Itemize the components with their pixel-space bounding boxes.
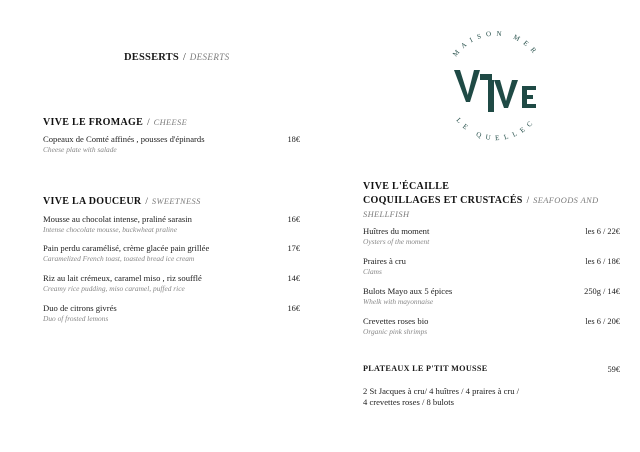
plateau-price: 59€	[607, 365, 620, 374]
menu-item-price: 16€	[287, 215, 300, 224]
menu-item	[363, 286, 563, 306]
svg-text:MAISON MER	[451, 29, 541, 58]
menu-item-price: 14€	[287, 274, 300, 283]
menu-item	[363, 256, 563, 276]
logo-wordmark-vive	[454, 70, 536, 112]
sweetness-title: VIVE LA DOUCEUR	[43, 196, 142, 207]
menu-item-price: 250g / 14€	[584, 287, 620, 296]
plateau-line-1: 2 St Jacques à cru/ 4 huîtres / 4 praires à cru /	[363, 386, 520, 396]
plateau-description	[363, 386, 583, 407]
menu-item	[363, 226, 563, 246]
ecaille-title-line2: COQUILLAGES ET CRUSTACÉS	[363, 195, 523, 206]
cheese-separator: /	[147, 117, 150, 127]
ecaille-title: VIVE L'ÉCAILLE	[363, 181, 450, 192]
menu-item-price: les 6 / 18€	[585, 257, 620, 266]
sweetness-subtitle: SWEETNESS	[151, 197, 201, 206]
restaurant-logo	[436, 22, 556, 142]
sweetness-section-header	[43, 191, 201, 209]
menu-item-description: Whelk with mayonnaise	[363, 297, 434, 306]
menu-item-name: Mousse au chocolat intense, praliné sarasin	[43, 214, 192, 224]
ecaille-separator: /	[526, 195, 530, 205]
menu-item-price: 16€	[287, 304, 300, 313]
cheese-section-header	[43, 112, 187, 130]
page-title	[124, 47, 230, 65]
menu-item-name: Pain perdu caramélisé, crème glacée pain grillée	[43, 243, 210, 253]
menu-item-price: les 6 / 22€	[585, 227, 620, 236]
logo-arc-bottom: LE QUELLEC	[454, 116, 538, 142]
menu-item-description: Cheese plate with salade	[43, 145, 117, 154]
logo-arc-top: MAISON MER	[451, 29, 541, 59]
ecaille-section-header	[363, 181, 603, 221]
menu-item-name: Crevettes roses bio	[363, 316, 429, 326]
menu-item-price: les 6 / 20€	[585, 317, 620, 326]
menu-item-description: Oysters of the moment	[363, 237, 430, 246]
menu-item-price: 18€	[287, 135, 300, 144]
menu-item	[363, 316, 563, 336]
menu-item-description: Clams	[363, 267, 382, 276]
menu-item-description: Intense chocolate mousse, buckwheat praline	[43, 225, 178, 234]
menu-item-description: Creamy rice pudding, miso caramel, puffed rice	[43, 284, 185, 293]
cheese-title: VIVE LE FROMAGE	[43, 117, 144, 128]
page-title-separator: /	[182, 52, 186, 63]
menu-item-name: Riz au lait crémeux, caramel miso , riz soufflé	[43, 273, 202, 283]
logo-graphic	[436, 22, 556, 142]
menu-item-name: Duo de citrons givrés	[43, 303, 117, 313]
menu-item-description: Caramelized French toast, toasted bread ice cream	[43, 254, 195, 263]
cheese-subtitle: CHEESE	[153, 118, 188, 127]
menu-item-name: Bulots Mayo aux 5 épices	[363, 286, 453, 296]
menu-item-description: Duo of frosted lemons	[43, 314, 109, 323]
plateau-title: PLATEAUX LE P'TIT MOUSSE	[363, 364, 488, 373]
menu-item-description: Organic pink shrimps	[363, 327, 428, 336]
plateau-line-2: 4 crevettes roses / 8 bulots	[363, 396, 454, 407]
ecaille-subtitle: SEAFOODS AND SHELLFISH	[363, 196, 599, 219]
sweetness-separator: /	[145, 196, 148, 206]
svg-text:LE QUELLEC	[454, 116, 537, 142]
menu-item-price: 17€	[287, 244, 300, 253]
page-title-main: DESSERTS	[124, 52, 179, 63]
page-title-subtitle: DESERTS	[189, 52, 230, 62]
menu-item-name: Huîtres du moment	[363, 226, 430, 236]
menu-item-name: Praires à cru	[363, 256, 406, 266]
menu-item-name: Copeaux de Comté affinés , pousses d'épinards	[43, 134, 205, 144]
